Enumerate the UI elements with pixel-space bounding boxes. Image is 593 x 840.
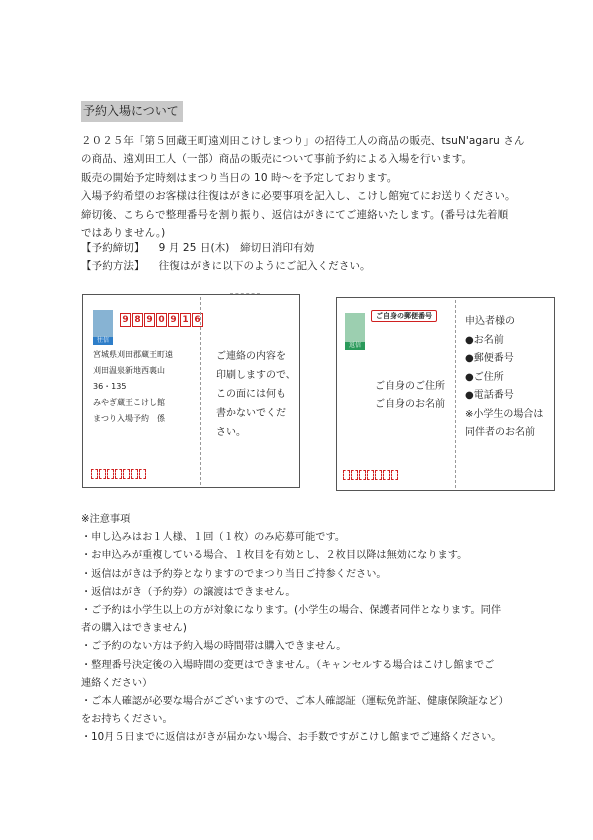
sender-zip-boxes: [343, 470, 398, 480]
field-line: ●郵便番号: [465, 353, 514, 364]
field-line: 申込者様の: [465, 316, 515, 327]
intro-line: の商品、遠刈田工人（一部）商品の販売について事前予約による入場を行います。: [81, 153, 473, 166]
zip-code: [120, 313, 203, 327]
sender-zip-boxes: [91, 469, 146, 479]
address-line: 宮城県刈田郡蔵王町遠: [93, 350, 173, 359]
intro-line: 入場予約希望のお客様は往復はがきに必要事項を記入し、こけし館宛てにお送りください。: [81, 190, 516, 203]
intro-line: 販売の開始予定時刻はまつり当日の 10 時～を予定しております。: [81, 171, 398, 184]
zip-digit: 1: [180, 313, 191, 327]
required-fields: [465, 313, 543, 443]
deadline-value: 9 月 25 日(木) 締切日消印有効: [158, 242, 315, 254]
method-label: 【予約方法】: [81, 260, 145, 273]
note-item: ・返信はがきは予約券となりますのでまつり当日ご持参ください。: [81, 568, 387, 580]
note-line: ご連絡の内容を: [216, 351, 286, 362]
zip-digit: 9: [120, 313, 131, 327]
field-line: ※小学生の場合は: [465, 408, 544, 420]
stamp-icon: [93, 310, 113, 337]
do-not-write-note: [216, 347, 296, 442]
notes-heading: ※注意事項: [81, 514, 131, 525]
card-fold-line: [455, 300, 456, 488]
intro-paragraph: [81, 132, 525, 242]
note-item: ・ご本人確認が必要な場合がございますので、ご本人確認証（運転免許証、健康保険証など）: [81, 696, 509, 708]
note-item: ・ご予約は小学生以上の方が対象になります。(小学生の場合、保護者同伴となります。同伴: [81, 605, 502, 617]
deadline-label: 【予約締切】: [81, 242, 145, 254]
note-item: ・お申込みが重複している場合、１枚目を有効とし、２枚目以降は無効になります。: [81, 550, 468, 562]
section-title: 予約入場について: [81, 101, 183, 122]
note-item: ・整理番号決定後の入場時間の変更はできません。（キャンセルする場合はこけし館までご: [81, 659, 495, 671]
note-line: さい。: [216, 427, 246, 438]
note-item: ・ご予約のない方は予約入場の時間帯は購入できません。: [81, 641, 347, 653]
stamp-icon: [345, 313, 365, 342]
zip-digit: 8: [132, 313, 143, 327]
outgoing-stamp-label: 往信: [93, 337, 113, 345]
field-line: ●お名前: [465, 334, 504, 346]
intro-line: ２０２５年「第５回蔵王町遠刈田こけしまつり」の招待工人の商品の販売、tsuN'agaru さん: [81, 135, 525, 147]
note-line: この面には何も: [216, 389, 286, 400]
outgoing-postcard: [82, 294, 300, 488]
note-item: ・返信はがき（予約券）の譲渡はできません。: [81, 586, 296, 598]
zip-digit: 9: [144, 313, 155, 327]
method-value: 往復はがきに以下のようにご記入ください。: [158, 260, 371, 273]
note-item: 者の購入はできません): [81, 623, 187, 635]
note-item: ・10月５日までに返信はがきが届かない場合、お手数ですがこけし館までご連絡ください。: [81, 732, 502, 744]
schedule-block: [81, 239, 371, 276]
note-line: 印刷しますので、: [216, 370, 296, 381]
card-fold-line: [200, 297, 201, 485]
address-line: ご自身のご住所: [375, 381, 445, 392]
field-line: ●電話番号: [465, 390, 514, 401]
zip-placeholder: ご自身の郵便番号: [371, 310, 437, 322]
intro-line: 締切後、こちらで整理番号を割り振り、返信はがきにてご連絡いたします。(番号は先着順: [81, 208, 509, 221]
method-row: [81, 257, 371, 275]
intro-line: ではありません。): [81, 227, 166, 240]
zip-digit: 6: [192, 313, 203, 327]
field-line: 同伴者のお名前: [465, 427, 535, 438]
note-item: 連絡ください）: [81, 677, 153, 689]
notes-section: [81, 511, 509, 748]
field-line: ●ご住所: [465, 371, 504, 383]
reply-postcard: [336, 297, 555, 491]
note-line: 書かないでくだ: [216, 408, 286, 419]
zip-digit: 0: [156, 313, 167, 327]
address-line: 36・135: [93, 382, 127, 391]
address-line: 刈田温泉新地西裏山: [93, 366, 165, 375]
note-item: をお持ちください。: [81, 714, 173, 726]
address-line: ご自身のお名前: [375, 399, 445, 410]
address-line: みやぎ蔵王こけし館: [93, 398, 165, 407]
note-item: ・申し込みはお１人様、１回（１枚）のみ応募可能です。: [81, 532, 346, 544]
reply-stamp-label: 返信: [345, 342, 365, 350]
recipient-address: [93, 347, 173, 427]
reply-address-block: [375, 378, 445, 414]
deadline-row: [81, 239, 371, 257]
address-line: まつり入場予約 係: [93, 414, 165, 423]
zip-digit: 9: [168, 313, 179, 327]
